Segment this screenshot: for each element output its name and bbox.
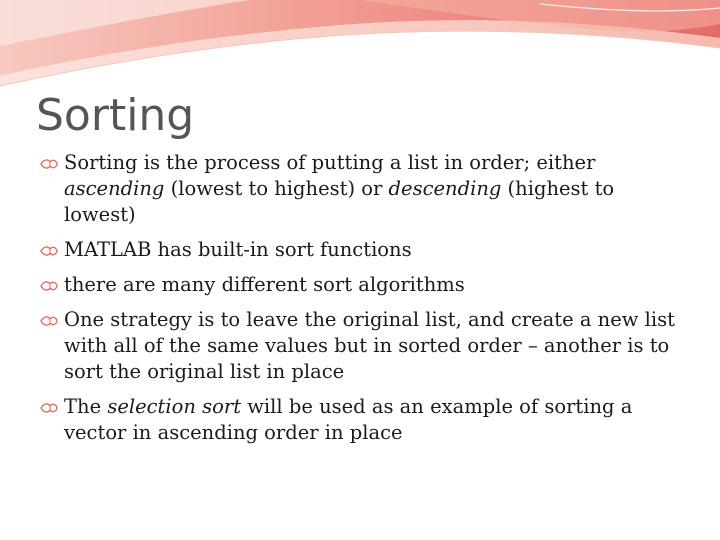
bullet-item xyxy=(40,150,688,228)
bullet-text: Sorting is the process of putting a list in order; either xyxy=(64,151,596,174)
slide-title: Sorting xyxy=(36,90,195,141)
fleuron-bullet-icon xyxy=(40,245,58,257)
fleuron-bullet-icon xyxy=(40,402,58,414)
bullet-text: The xyxy=(64,395,108,418)
bullet-emphasis: ascending xyxy=(64,177,165,200)
bullet-text: there are many different sort algorithms xyxy=(64,273,465,296)
bullet-item xyxy=(40,272,688,298)
bullet-emphasis: selection sort xyxy=(107,395,242,418)
bullet-list xyxy=(40,150,688,455)
fleuron-bullet-icon xyxy=(40,158,58,170)
decorative-wave-banner xyxy=(0,0,720,90)
bullet-text: will be used as an example of sorting a vector in ascending order in place xyxy=(64,395,633,444)
fleuron-bullet-icon xyxy=(40,315,58,327)
bullet-item xyxy=(40,394,688,446)
bullet-emphasis: descending xyxy=(388,177,502,200)
fleuron-bullet-icon xyxy=(40,280,58,292)
bullet-text: (highest to lowest) xyxy=(64,177,615,226)
bullet-item xyxy=(40,307,688,385)
bullet-text: (lowest to highest) or xyxy=(164,177,389,200)
bullet-text: MATLAB has built-in sort functions xyxy=(64,238,412,261)
bullet-text: One strategy is to leave the original list, and create a new list with all of the same values but in sorted order – another is to sort the original list in place xyxy=(64,308,675,383)
bullet-item xyxy=(40,237,688,263)
